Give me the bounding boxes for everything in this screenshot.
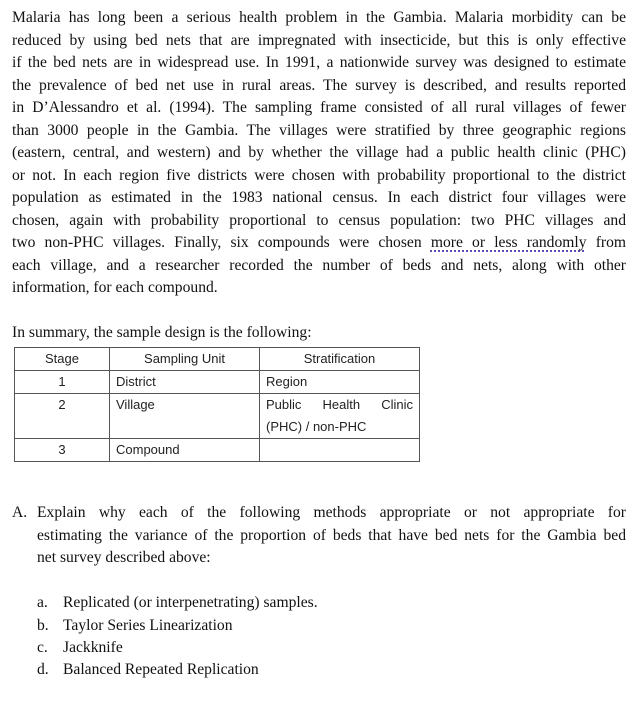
cell-line: (PHC) / non-PHC (266, 419, 367, 434)
list-item: Jackknife (63, 639, 123, 656)
paragraph-line: in D’Alessandro et al. (1994). The sampling frame consisted of all rural villages of fewer (12, 99, 626, 116)
paragraph-line: (eastern, central, and western) and by whether the village had a public health clinic (PHC) (12, 144, 626, 161)
paragraph-line: each village, and a researcher recorded the number of beds and nets, along with other (12, 256, 626, 274)
question-line: estimating the variance of the proportion of beds that have bed nets for the Gambia bed (37, 527, 626, 544)
cell-stratification (260, 394, 420, 439)
list-item: Replicated (or interpenetrating) samples. (63, 594, 318, 611)
cell-stage: 2 (15, 394, 110, 439)
paragraph-line: than 3000 people in the Gambia. The villages were stratified by three geographic regions (12, 121, 626, 139)
cell-stratification (260, 439, 420, 462)
cell-unit: Compound (110, 439, 260, 462)
list-marker: d. (37, 661, 49, 678)
paragraph-line: population as estimated in the 1983 national census. In each district four villages were (12, 189, 626, 206)
list-marker: a. (37, 594, 48, 611)
cell-unit: District (110, 371, 260, 394)
list-marker: b. (37, 617, 49, 634)
line-text: from (595, 234, 626, 251)
table-row (15, 371, 420, 394)
paragraph-line: reduced by using bed nets that are impregnated with insecticide, but this is only effective (12, 31, 626, 49)
list-item: Taylor Series Linearization (63, 617, 233, 634)
table-row (15, 394, 420, 439)
question-marker: A. (12, 504, 28, 521)
list-item: Balanced Repeated Replication (63, 661, 259, 678)
header-stratification: Stratification (260, 348, 420, 371)
summary-intro: In summary, the sample design is the following: (12, 324, 312, 341)
paragraph-line: information, for each compound. (12, 279, 218, 296)
cell-stage: 3 (15, 439, 110, 462)
sample-design-table (14, 347, 420, 462)
header-stage: Stage (15, 348, 110, 371)
paragraph-line: or not. In each region five districts were chosen with probability proportional to the district (12, 166, 626, 184)
grammar-flagged-text[interactable]: more or less randomly (430, 234, 587, 251)
list-marker: c. (37, 639, 48, 656)
cell-stratification: Region (260, 371, 420, 394)
header-sampling-unit: Sampling Unit (110, 348, 260, 371)
cell-unit: Village (110, 394, 260, 439)
paragraph-line: if the bed nets are in widespread use. In 1991, a nationwide survey was designed to estimate (12, 54, 626, 71)
question-line: Explain why each of the following methods appropriate or not appropriate for (37, 504, 626, 521)
table-header-row (15, 348, 420, 371)
cell-line: Public Health Clinic (266, 397, 413, 412)
cell-stage: 1 (15, 371, 110, 394)
paragraph-line: chosen, again with probability proportional to census population: two PHC villages and (12, 211, 626, 229)
question-line: net survey described above: (37, 549, 211, 566)
table-row (15, 439, 420, 462)
paragraph-line: the prevalence of bed net use in rural areas. The survey is described, and results reported (12, 76, 626, 94)
paragraph-line (12, 232, 626, 254)
paragraph-line: Malaria has long been a serious health problem in the Gambia. Malaria morbidity can be (12, 9, 626, 26)
line-text: two non-PHC villages. Finally, six compounds were chosen (12, 234, 422, 251)
